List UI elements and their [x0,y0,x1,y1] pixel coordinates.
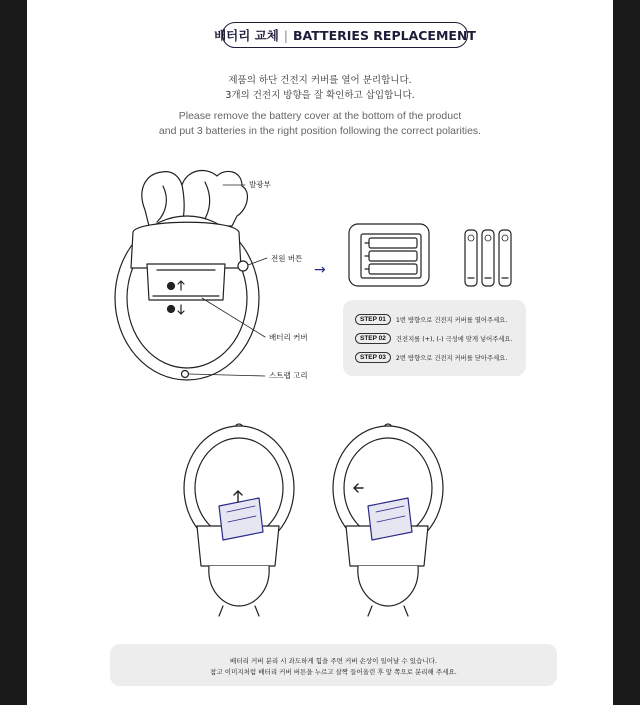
step-row-3 [355,352,507,363]
intro-korean-line-1: 제품의 하단 건전지 커버를 열어 분리합니다. [228,75,412,86]
steps-panel [343,300,526,376]
step-tag-2: STEP 02 [355,333,391,344]
step-text-3: 2번 방향으로 건전지 커버를 닫아주세요. [395,355,508,362]
step-text-2: 건전지를 (+), (-) 극성에 맞게 넣어주세요. [395,336,513,343]
title-separator: | [283,27,289,43]
step-tag-1: STEP 01 [355,314,391,325]
callout-strap-loop: 스트랩 고리 [269,371,308,380]
instruction-sheet [27,0,613,705]
note-line-2: 참고 이미지처럼 배터리 커버 버튼을 누르고 살짝 들어올린 후 앞 쪽으로 분리해 주세요. [210,668,457,676]
intro-english-line-2: and put 3 batteries in the right position following the correct polarities. [158,125,482,137]
title-english: BATTERIES REPLACEMENT [293,27,476,43]
caution-note-panel [110,644,557,686]
step-number-3: 2 [395,355,400,362]
step-text-1: 1번 방향으로 건전지 커버를 열어주세요. [395,317,508,324]
step-tag-3: STEP 03 [355,352,391,363]
device-diagram [115,170,267,380]
device-marker-2: 2 [142,281,146,288]
battery-set [465,230,511,286]
arrow-right-icon: → [314,262,326,278]
callout-battery-cover: 배터리 커버 [269,333,308,342]
open-cover-diagram-1 [184,424,294,616]
step-number-1: 1 [395,317,400,324]
intro-english-line-1: Please remove the battery cover at the bottom of the product [178,110,462,122]
step-row-1 [355,314,507,325]
open-cover-diagram-2 [333,424,443,616]
title-korean: 배터리 교체 [214,28,279,43]
callout-power-button: 전원 버튼 [271,254,303,263]
device-marker-1: 1 [142,304,146,311]
intro-korean-line-2: 3개의 건전지 방향을 잘 확인하고 삽입합니다. [225,90,415,101]
step-row-2 [355,333,512,344]
callout-light: 발광부 [249,180,271,189]
note-line-1: 배터리 커버 분리 시 과도하게 힘을 주면 커버 손상이 일어날 수 있습니다. [230,657,437,665]
battery-compartment-diagram [349,224,429,286]
